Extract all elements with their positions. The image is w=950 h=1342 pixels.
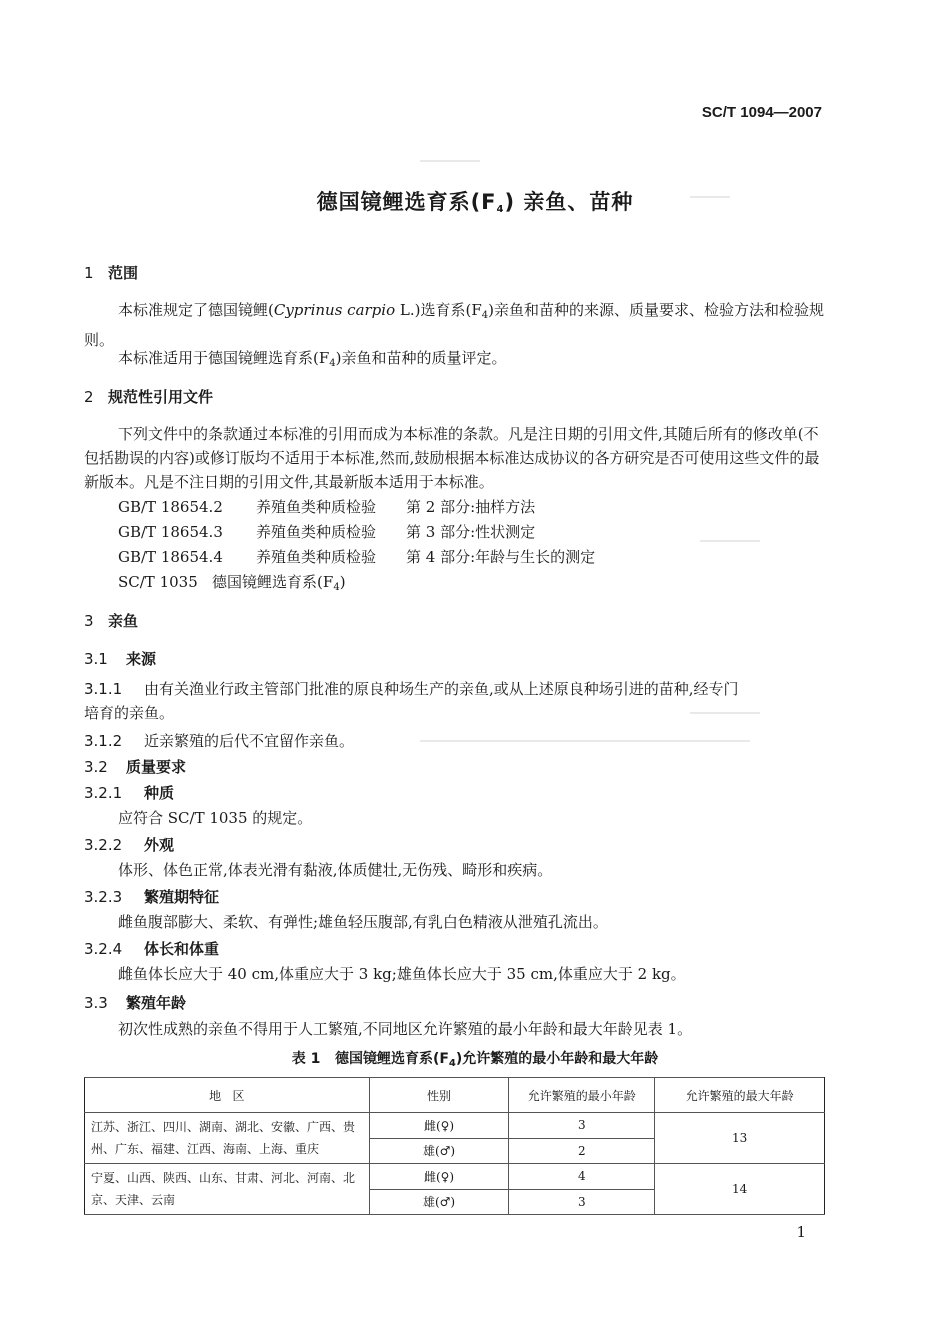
section-1-heading: 1 范围 bbox=[84, 264, 139, 282]
scan-speck bbox=[700, 540, 760, 542]
table-row bbox=[85, 1164, 825, 1190]
sex-cell: 雄(♂) bbox=[369, 1189, 509, 1215]
min-age-cell: 2 bbox=[509, 1138, 655, 1164]
section-3-1-2: 3.1.2 近亲繁殖的后代不宜留作亲鱼。 bbox=[84, 732, 355, 750]
section-3-1-1: 3.1.1 由有关渔业行政主管部门批准的原良种场生产的亲鱼,或从上述原良种场引进的苗种,经专门 bbox=[84, 680, 739, 698]
section-3-2-1-heading: 3.2.1 种质 bbox=[84, 784, 175, 802]
max-age-cell: 13 bbox=[655, 1113, 825, 1164]
section-3-2-4-body: 雌鱼体长应大于 40 cm,体重应大于 3 kg;雄鱼体长应大于 35 cm,体重应大于 2 kg。 bbox=[118, 965, 686, 983]
age-table bbox=[84, 1077, 825, 1215]
reference-item: GB/T 18654.2 养殖鱼类种质检验 第 2 部分:抽样方法 bbox=[118, 498, 536, 516]
section-3-3-body: 初次性成熟的亲鱼不得用于人工繁殖,不同地区允许繁殖的最小年龄和最大年龄见表 1。 bbox=[118, 1020, 693, 1038]
standard-number: SC/T 1094—2007 bbox=[701, 104, 822, 121]
min-age-cell: 3 bbox=[509, 1189, 655, 1215]
section-1-paragraph-1: 本标准规定了德国镜鲤(Cyprinus carpio L.)选育系$(F_4)$亲鱼和苗种的来源、质量要求、检验方法和检验规则。 bbox=[84, 301, 824, 349]
region-cell: 江苏、浙江、四川、湖南、湖北、安徽、广西、贵州、广东、福建、江西、海南、上海、重庆 bbox=[85, 1113, 370, 1164]
section-3-heading: 3 亲鱼 bbox=[84, 612, 139, 630]
header-sex: 性别 bbox=[369, 1078, 509, 1113]
region-cell: 宁夏、山西、陕西、山东、甘肃、河北、河南、北京、天津、云南 bbox=[85, 1164, 370, 1215]
header-region: 地 区 bbox=[85, 1078, 370, 1113]
sex-cell: 雌(♀) bbox=[369, 1113, 509, 1139]
section-3-2-2-body: 体形、体色正常,体表光滑有黏液,体质健壮,无伤残、畸形和疾病。 bbox=[118, 861, 553, 879]
min-age-cell: 3 bbox=[509, 1113, 655, 1139]
max-age-cell: 14 bbox=[655, 1164, 825, 1215]
section-2-intro: 下列文件中的条款通过本标准的引用而成为本标准的条款。凡是注日期的引用文件,其随后所有的修改单(不包括勘误的内容)或修订版均不适用于本标准,然而,鼓励根据本标准达成协议的各方研究是否可使用这些文件的最新版本。凡是不注日期的引用文件,其最新版本适用于本标准。 bbox=[84, 425, 820, 491]
header-max-age: 允许繁殖的最大年龄 bbox=[655, 1078, 825, 1113]
table-caption: 表 1 德国镜鲤选育系$(F_4)$允许繁殖的最小年龄和最大年龄 bbox=[291, 1051, 659, 1069]
section-3-2-4-heading: 3.2.4 体长和体重 bbox=[84, 940, 220, 958]
section-3-1-heading: 3.1 来源 bbox=[84, 650, 157, 668]
table-row bbox=[85, 1113, 825, 1139]
section-3-2-heading: 3.2 质量要求 bbox=[84, 758, 187, 776]
section-1-paragraph-2: 本标准适用于德国镜鲤选育系$(F_4)$亲鱼和苗种的质量评定。 bbox=[118, 349, 507, 369]
sex-cell: 雌(♀) bbox=[369, 1164, 509, 1190]
section-3-2-1-body: 应符合 SC/T 1035 的规定。 bbox=[118, 809, 313, 827]
page-title: 德国镜鲤选育系$(F_4)$ 亲鱼、苗种 bbox=[316, 190, 634, 215]
table-header-row bbox=[85, 1078, 825, 1113]
reference-item: GB/T 18654.3 养殖鱼类种质检验 第 3 部分:性状测定 bbox=[118, 523, 536, 541]
reference-item: GB/T 18654.4 养殖鱼类种质检验 第 4 部分:年龄与生长的测定 bbox=[118, 548, 596, 566]
scan-speck bbox=[690, 712, 760, 714]
scan-speck bbox=[420, 740, 750, 742]
section-3-2-3-heading: 3.2.3 繁殖期特征 bbox=[84, 888, 220, 906]
reference-item: SC/T 1035 德国镜鲤选育系$(F_4)$ bbox=[118, 573, 346, 593]
header-min-age: 允许繁殖的最小年龄 bbox=[509, 1078, 655, 1113]
page-number: 1 bbox=[796, 1223, 806, 1241]
scan-speck bbox=[420, 160, 480, 162]
min-age-cell: 4 bbox=[509, 1164, 655, 1190]
section-3-1-1-continuation: 培育的亲鱼。 bbox=[84, 704, 175, 722]
sex-cell: 雄(♂) bbox=[369, 1138, 509, 1164]
section-3-2-3-body: 雌鱼腹部膨大、柔软、有弹性;雄鱼轻压腹部,有乳白色精液从泄殖孔流出。 bbox=[118, 913, 608, 931]
section-3-2-2-heading: 3.2.2 外观 bbox=[84, 836, 175, 854]
section-2-heading: 2 规范性引用文件 bbox=[84, 388, 214, 406]
section-3-3-heading: 3.3 繁殖年龄 bbox=[84, 994, 187, 1012]
